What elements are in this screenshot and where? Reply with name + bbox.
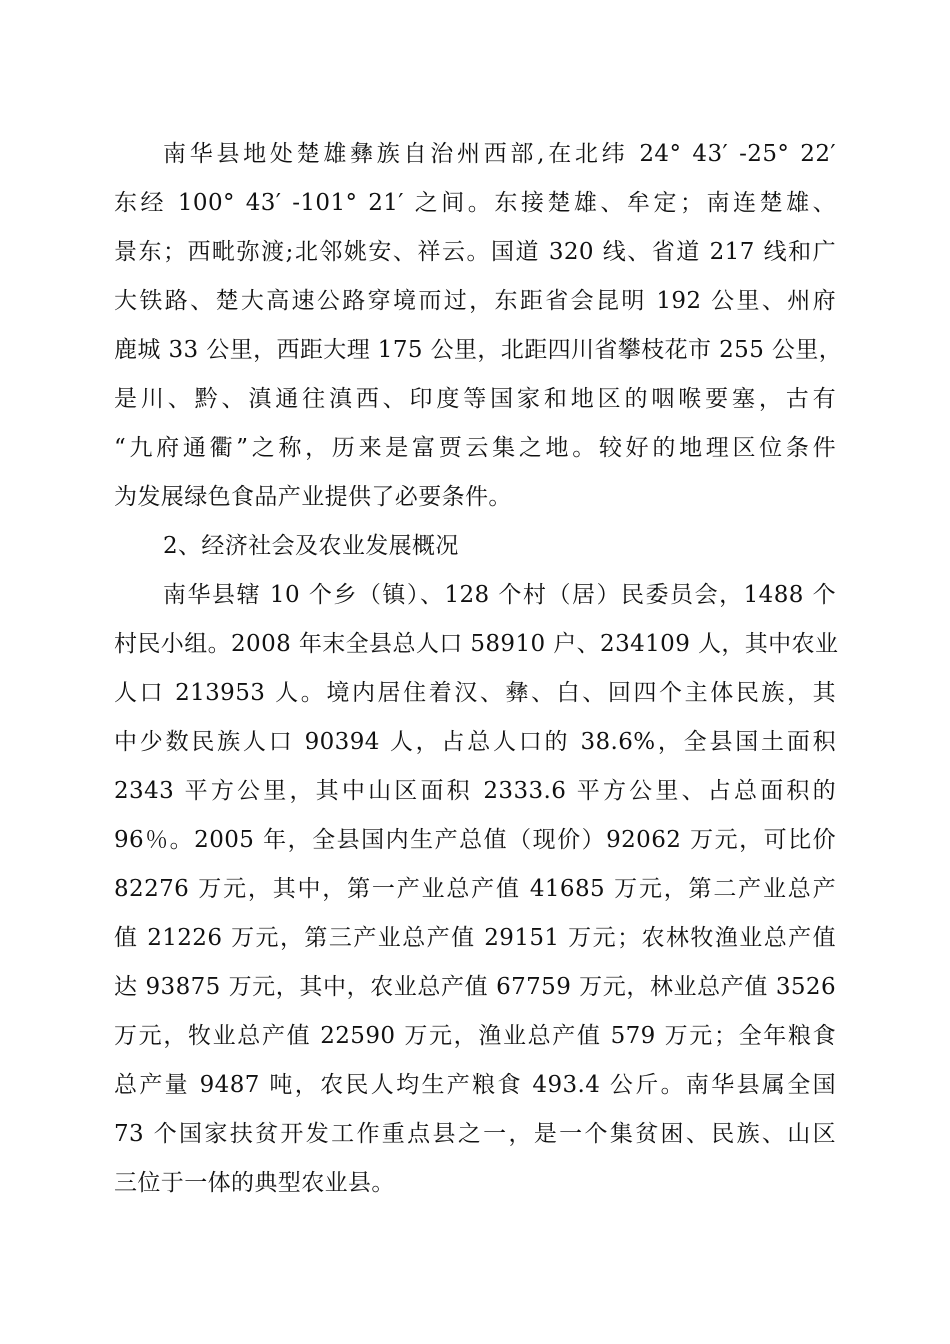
section-heading: 2、经济社会及农业发展概况: [163, 533, 459, 559]
paragraph-1-line-6: 是川、黔、滇通往滇西、印度等国家和地区的咽喉要塞，古有: [114, 386, 836, 412]
paragraph-2-line-6: 96％。2005 年，全县国内生产总值（现价）92062 万元，可比价: [114, 827, 836, 853]
paragraph-2-line-2: 村民小组。2008 年末全县总人口 58910 户、234109 人，其中农业: [114, 631, 839, 657]
paragraph-2-line-1: 南华县辖 10 个乡（镇）、128 个村（居）民委员会，1488 个: [163, 582, 836, 608]
paragraph-2-line-4: 中少数民族人口 90394 人，占总人口的 38.6%，全县国土面积: [114, 729, 836, 755]
paragraph-2-line-11: 总产量 9487 吨，农民人均生产粮食 493.4 公斤。南华县属全国: [114, 1072, 836, 1098]
paragraph-2-line-10: 万元，牧业总产值 22590 万元，渔业总产值 579 万元；全年粮食: [114, 1023, 836, 1049]
paragraph-1-line-5: 鹿城 33 公里，西距大理 175 公里，北距四川省攀枝花市 255 公里，: [114, 337, 843, 363]
paragraph-2-line-3: 人口 213953 人。境内居住着汉、彝、白、回四个主体民族，其: [114, 680, 836, 706]
paragraph-1-line-3: 景东；西毗弥渡;北邻姚安、祥云。国道 320 线、省道 217 线和广: [114, 239, 836, 265]
paragraph-1-line-4: 大铁路、楚大高速公路穿境而过，东距省会昆明 192 公里、州府: [114, 288, 836, 314]
paragraph-2-line-5: 2343 平方公里，其中山区面积 2333.6 平方公里、占总面积的: [114, 778, 836, 804]
paragraph-1-line-1: 南华县地处楚雄彝族自治州西部,在北纬 24° 43′ -25° 22′: [163, 141, 836, 167]
paragraph-2-line-8: 值 21226 万元，第三产业总产值 29151 万元；农林牧渔业总产值: [114, 925, 836, 951]
paragraph-1-line-8: 为发展绿色食品产业提供了必要条件。: [114, 484, 512, 510]
paragraph-2-line-9: 达 93875 万元，其中，农业总产值 67759 万元，林业总产值 3526: [114, 974, 836, 1000]
paragraph-1-line-7: “九府通衢”之称，历来是富贾云集之地。较好的地理区位条件: [114, 435, 836, 461]
paragraph-2-line-13: 三位于一体的典型农业县。: [114, 1170, 395, 1196]
paragraph-1-line-2: 东经 100° 43′ -101° 21′ 之间。东接楚雄、牟定；南连楚雄、: [114, 190, 836, 216]
paragraph-2-line-12: 73 个国家扶贫开发工作重点县之一，是一个集贫困、民族、山区: [114, 1121, 836, 1147]
paragraph-2-line-7: 82276 万元，其中，第一产业总产值 41685 万元，第二产业总产: [114, 876, 836, 902]
